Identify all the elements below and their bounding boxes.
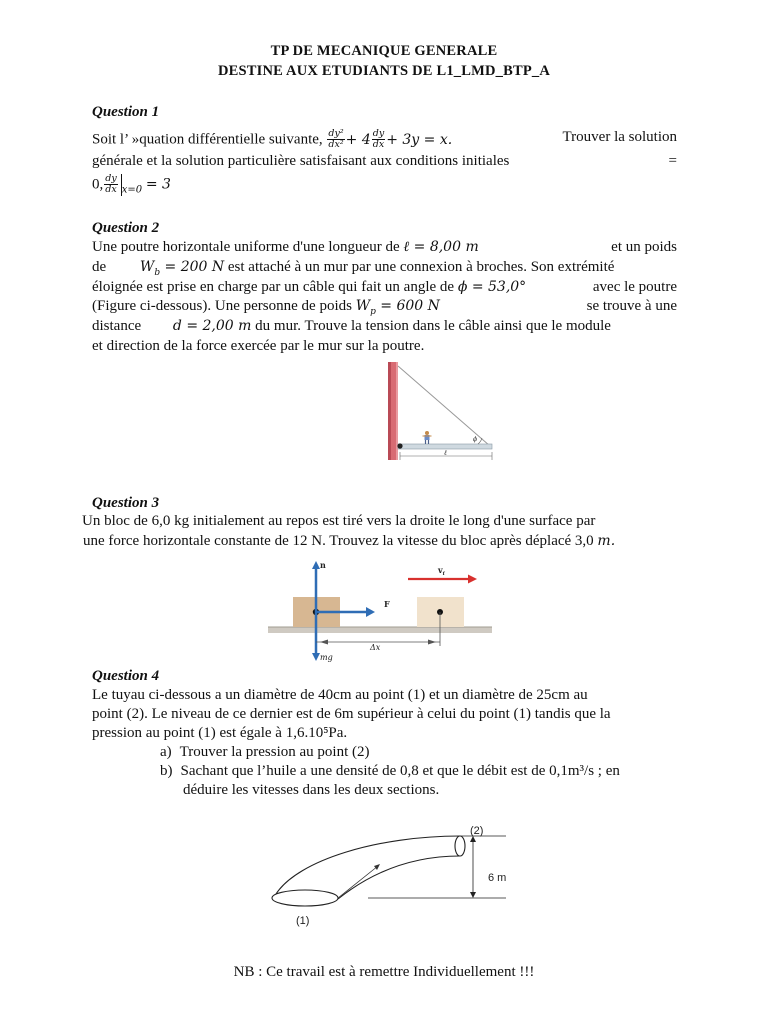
weight-label: mg (320, 653, 333, 662)
q1-text-b: Trouver la solution (562, 129, 677, 145)
length-label: ℓ (444, 449, 447, 457)
person (423, 431, 432, 444)
point-1-label: (1) (296, 915, 310, 927)
q4-line1: Le tuyau ci-dessous a un diamètre de 40cm au point (1) et un diamètre de 25cm au (92, 687, 588, 703)
q4-item-b-cont: déduire les vitesses dans les deux sections. (183, 782, 440, 798)
question-2-heading: Question 2 (92, 220, 160, 236)
pipe-outlet (455, 836, 465, 856)
normal-label: n (320, 560, 326, 570)
footer-note: NB : Ce travail est à remettre Individuellement !!! (233, 964, 535, 980)
pipe-figure (268, 820, 518, 930)
height-label: 6 m (488, 872, 507, 884)
beam-cable-figure (384, 360, 499, 464)
question-1-line3: 0, $\frac{dy}{dx}$ $_{x=0}$ = 3 (92, 173, 171, 196)
question-1-line1 (92, 129, 677, 150)
q4-item-b: b) Sachant que l’huile a une densité de 0,8 et que le débit est de 0,1m³/s ; en (160, 763, 620, 779)
q2-line3: éloignée est prise en charge par un câble qui fait un angle de ϕ = 53,0° avec le poutre (92, 279, 677, 295)
surface (268, 627, 492, 633)
q4-line3: pression au point (1) est égale à 1,6.10⁵Pa. (92, 725, 348, 741)
point-2-label: (2) (470, 825, 484, 837)
force-label: F (384, 599, 390, 609)
q2-line4: (Figure ci-dessous). Une personne de poids $W_p = 600$ N se trouve à une (92, 298, 677, 317)
velocity-label: $v_f$ (438, 565, 445, 577)
q2-line1: Une poutre horizontale uniforme d'une longueur de ℓ = 8,00 m et un poids (92, 239, 677, 255)
q4-item-a: a) Trouver la pression au point (2) (160, 744, 370, 760)
q3-line2: une force horizontale constante de 12 N. Trouvez la vitesse du bloc après déplacé 3,0 m. (83, 533, 616, 549)
doc-title-line1: TP DE MECANIQUE GENERALE (270, 43, 498, 59)
question-3-heading: Question 3 (92, 495, 160, 511)
question-1-line2: générale et la solution particulière satisfaisant aux conditions initiales = (92, 153, 677, 169)
doc-title-line2: DESTINE AUX ETUDIANTS DE L1_LMD_BTP_A (217, 63, 551, 79)
q1-equation: $\frac{\text{dy²}}{\text{dx²}}$ + 4 $\frac{dy}{dx}$ + 3y = x. (328, 128, 453, 150)
question-4-heading: Question 4 (92, 668, 160, 684)
pin (397, 443, 402, 448)
angle-label: ϕ (473, 436, 478, 443)
pipe-inlet (272, 890, 338, 906)
q3-line1: Un bloc de 6,0 kg initialement au repos est tiré vers la droite le long d'une surface par (82, 513, 596, 529)
cable (398, 366, 490, 446)
q1-text-a: Soit l’ »quation différentielle suivante, (92, 131, 323, 148)
question-1-heading: Question 1 (92, 104, 160, 120)
q2-line5: distance d = 2,00 m du mur. Trouve la tension dans le câble ainsi que le module (92, 318, 611, 334)
q4-line2: point (2). Le niveau de ce dernier est de 6m supérieur à celui du point (1) tandis que la (92, 706, 611, 722)
block-force-figure (268, 560, 492, 666)
displacement-label: Δx (370, 643, 381, 652)
q2-line2: de $W_b = 200$ N est attaché à un mur par une connexion à broches. Son extrémité (92, 259, 615, 278)
q2-line6: et direction de la force exercée par le mur sur la poutre. (92, 338, 425, 354)
